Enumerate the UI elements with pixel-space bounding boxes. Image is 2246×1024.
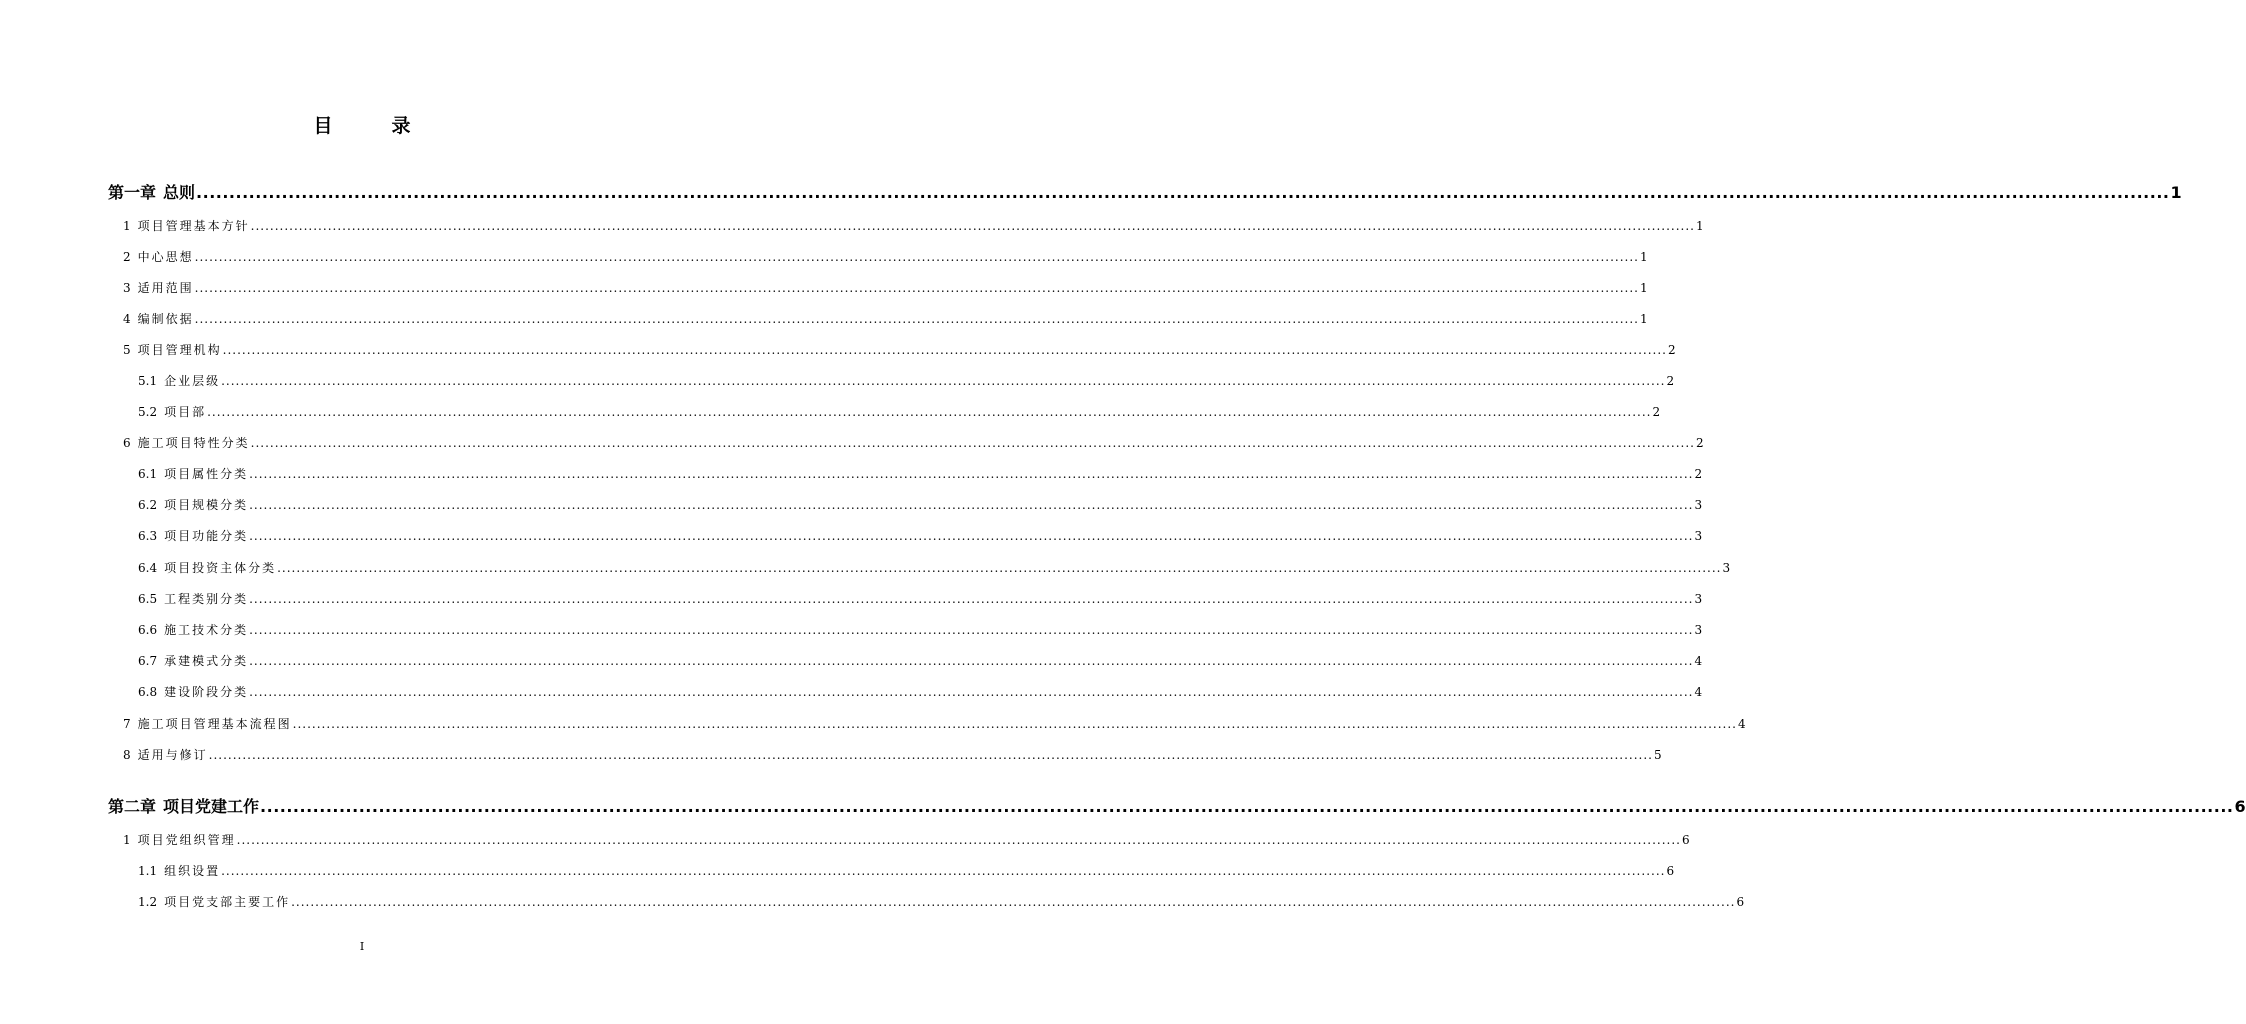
toc-entry-page-number: 3	[1722, 561, 1731, 575]
toc-dot-leader: ............................................................................................................................................................................................................................................................................................................	[221, 374, 1666, 388]
toc-entry[interactable]	[108, 217, 1704, 237]
toc-entry[interactable]	[108, 652, 1703, 672]
toc-entry-title: 施工项目特性分类	[137, 436, 250, 450]
toc-entry[interactable]	[108, 465, 1703, 485]
toc-entry-label	[123, 217, 250, 234]
toc-entry-title: 项目党组织管理	[137, 833, 236, 847]
toc-entry-title: 承建模式分类	[164, 654, 249, 668]
toc-entry-title: 建设阶段分类	[164, 685, 249, 699]
toc-entry-title: 项目规模分类	[164, 498, 249, 512]
toc-entry-number: 6.5	[138, 592, 158, 606]
toc-entry-label	[123, 310, 194, 327]
toc-entry[interactable]	[108, 496, 1703, 516]
toc-chapter-entry[interactable]	[108, 180, 2182, 202]
toc-entry-title: 适用范围	[137, 281, 194, 295]
toc-entry-page-number: 1	[1640, 312, 1648, 326]
toc-entry-title: 中心思想	[137, 250, 194, 264]
toc-entry-label	[123, 248, 194, 265]
toc-dot-leader: ............................................................................................................................................................................................................................................................................................................	[249, 685, 1694, 699]
toc-entry-number: 6.2	[138, 498, 158, 512]
toc-entry[interactable]	[108, 372, 1675, 392]
toc-entry-number: 6.1	[138, 467, 158, 481]
toc-entry[interactable]	[108, 403, 1661, 423]
toc-entry[interactable]	[108, 621, 1703, 641]
toc-entry-page-number: 5	[1654, 748, 1662, 762]
toc-dot-leader: ............................................................................................................................................................................................................................................................................................................	[249, 592, 1694, 606]
toc-entry-number: 2	[123, 250, 131, 264]
toc-entry-page-number: 2	[1694, 467, 1703, 481]
toc-entry-label	[123, 746, 208, 763]
toc-dot-leader: ............................................................................................................................................................................................................................................................................................................	[249, 529, 1694, 543]
toc-entry-number: 4	[123, 312, 131, 326]
toc-entry-title: 施工技术分类	[164, 623, 249, 637]
toc-entry-page-number: 6	[2234, 797, 2246, 816]
toc-dot-leader: ............................................................................................................................................................................................................................................................................................................	[196, 183, 2170, 202]
toc-entry-page-number: 1	[1696, 219, 1704, 233]
toc-entry-label	[138, 862, 220, 879]
toc-entry-number: 6	[123, 436, 131, 450]
toc-entry-title: 项目管理基本方针	[137, 219, 250, 233]
toc-entry-title: 总则	[163, 183, 196, 202]
toc-entry-title: 工程类别分类	[164, 592, 249, 606]
toc-entry-page-number: 4	[1694, 654, 1703, 668]
toc-dot-leader: ............................................................................................................................................................................................................................................................................................................	[222, 343, 1667, 357]
toc-entry-page-number: 2	[1696, 436, 1704, 450]
toc-dot-leader: ............................................................................................................................................................................................................................................................................................................	[236, 833, 1681, 847]
toc-dot-leader: ............................................................................................................................................................................................................................................................................................................	[194, 250, 1639, 264]
toc-entry-page-number: 2	[1652, 405, 1661, 419]
toc-entry[interactable]	[108, 527, 1703, 547]
toc-entry-label	[138, 527, 248, 544]
toc-dot-leader: ............................................................................................................................................................................................................................................................................................................	[260, 797, 2234, 816]
toc-entry-label	[123, 831, 236, 848]
toc-entry-number: 1.1	[138, 864, 158, 878]
toc-entry-number: 6.3	[138, 529, 158, 543]
toc-entry-label	[138, 496, 248, 513]
toc-entry-label	[123, 434, 250, 451]
toc-entry[interactable]	[108, 715, 1746, 735]
toc-dot-leader: ............................................................................................................................................................................................................................................................................................................	[249, 498, 1694, 512]
toc-dot-leader: ............................................................................................................................................................................................................................................................................................................	[250, 219, 1695, 233]
toc-entry-label	[123, 715, 292, 732]
toc-entry-number: 6.7	[138, 654, 158, 668]
toc-entry-number: 7	[123, 717, 131, 731]
toc-entry-number: 5.2	[138, 405, 158, 419]
toc-dot-leader: ............................................................................................................................................................................................................................................................................................................	[194, 312, 1639, 326]
toc-entry[interactable]	[108, 279, 1648, 299]
toc-entry-page-number: 4	[1694, 685, 1703, 699]
toc-entry-label	[138, 683, 248, 700]
toc-entry-label	[123, 279, 194, 296]
toc-dot-leader: ............................................................................................................................................................................................................................................................................................................	[249, 654, 1694, 668]
toc-entry-label	[138, 465, 248, 482]
toc-entry-label	[108, 180, 195, 203]
toc-entry-number: 1	[123, 833, 131, 847]
page-number-footer: I	[359, 940, 365, 953]
toc-dot-leader: ............................................................................................................................................................................................................................................................................................................	[208, 748, 1653, 762]
toc-entry-label	[138, 559, 276, 576]
toc-entry[interactable]	[108, 310, 1648, 330]
toc-entry[interactable]	[108, 862, 1675, 882]
toc-entry-page-number: 2	[1668, 343, 1676, 357]
toc-entry-number: 1.2	[138, 895, 158, 909]
toc-entry-title: 项目党建工作	[163, 797, 260, 816]
toc-entry-page-number: 2	[1666, 374, 1675, 388]
toc-entry-label	[138, 372, 220, 389]
toc-entry[interactable]	[108, 434, 1704, 454]
toc-entry[interactable]	[108, 248, 1648, 268]
toc-entry-label	[138, 893, 290, 910]
toc-dot-leader: ............................................................................................................................................................................................................................................................................................................	[250, 436, 1695, 450]
toc-entry-number: 第一章	[108, 183, 157, 202]
toc-entry-label	[138, 652, 248, 669]
toc-dot-leader: ............................................................................................................................................................................................................................................................................................................	[249, 467, 1694, 481]
toc-dot-leader: ............................................................................................................................................................................................................................................................................................................	[291, 895, 1736, 909]
toc-dot-leader: ............................................................................................................................................................................................................................................................................................................	[292, 717, 1737, 731]
toc-entry-label	[108, 794, 259, 817]
toc-dot-leader: ............................................................................................................................................................................................................................................................................................................	[249, 623, 1694, 637]
toc-entry[interactable]	[108, 590, 1703, 610]
toc-entry-page-number: 6	[1736, 895, 1745, 909]
toc-entry-title: 项目党支部主要工作	[164, 895, 291, 909]
toc-entry-title: 企业层级	[164, 374, 221, 388]
toc-dot-leader: ............................................................................................................................................................................................................................................................................................................	[207, 405, 1652, 419]
toc-entry-number: 第二章	[108, 797, 157, 816]
toc-entry-number: 8	[123, 748, 131, 762]
toc-entry-label	[123, 341, 222, 358]
toc-entry-number: 6.8	[138, 685, 158, 699]
toc-entry[interactable]	[108, 341, 1676, 361]
toc-chapter-entry[interactable]	[108, 794, 2246, 816]
toc-entry-title: 项目投资主体分类	[164, 561, 277, 575]
toc-entry-page-number: 4	[1738, 717, 1746, 731]
toc-entry-label	[138, 403, 206, 420]
toc-entry-title: 适用与修订	[137, 748, 208, 762]
toc-entry-page-number: 6	[1666, 864, 1675, 878]
toc-dot-leader: ............................................................................................................................................................................................................................................................................................................	[194, 281, 1639, 295]
toc-entry[interactable]	[108, 559, 1731, 579]
toc-entry-number: 1	[123, 219, 131, 233]
toc-page-title: 目 录	[313, 115, 431, 137]
toc-entry-page-number: 6	[1682, 833, 1690, 847]
toc-entry-title: 施工项目管理基本流程图	[137, 717, 292, 731]
toc-entry-title: 项目功能分类	[164, 529, 249, 543]
toc-entry[interactable]	[108, 746, 1662, 766]
toc-entry-page-number: 3	[1694, 592, 1703, 606]
toc-entry-number: 5	[123, 343, 131, 357]
toc-entry[interactable]	[108, 831, 1690, 851]
toc-entry-page-number: 3	[1694, 623, 1703, 637]
toc-entry-page-number: 3	[1694, 498, 1703, 512]
toc-dot-leader: ............................................................................................................................................................................................................................................................................................................	[221, 864, 1666, 878]
toc-entry-label	[138, 590, 248, 607]
toc-entry-number: 6.6	[138, 623, 158, 637]
toc-entry-page-number: 3	[1694, 529, 1703, 543]
toc-entry-number: 3	[123, 281, 131, 295]
toc-entry-page-number: 1	[1640, 250, 1648, 264]
toc-entry-number: 5.1	[138, 374, 158, 388]
toc-entry[interactable]	[108, 893, 1745, 913]
toc-dot-leader: ............................................................................................................................................................................................................................................................................................................	[277, 561, 1722, 575]
toc-entry-title: 组织设置	[164, 864, 221, 878]
toc-entry-page-number: 1	[2170, 183, 2182, 202]
toc-entry-number: 6.4	[138, 561, 158, 575]
toc-entry-title: 项目管理机构	[137, 343, 222, 357]
toc-entry-title: 编制依据	[137, 312, 194, 326]
toc-entry-page-number: 1	[1640, 281, 1648, 295]
toc-entry-title: 项目部	[164, 405, 207, 419]
toc-entry-title: 项目属性分类	[164, 467, 249, 481]
toc-entry[interactable]	[108, 683, 1703, 703]
toc-entry-label	[138, 621, 248, 638]
